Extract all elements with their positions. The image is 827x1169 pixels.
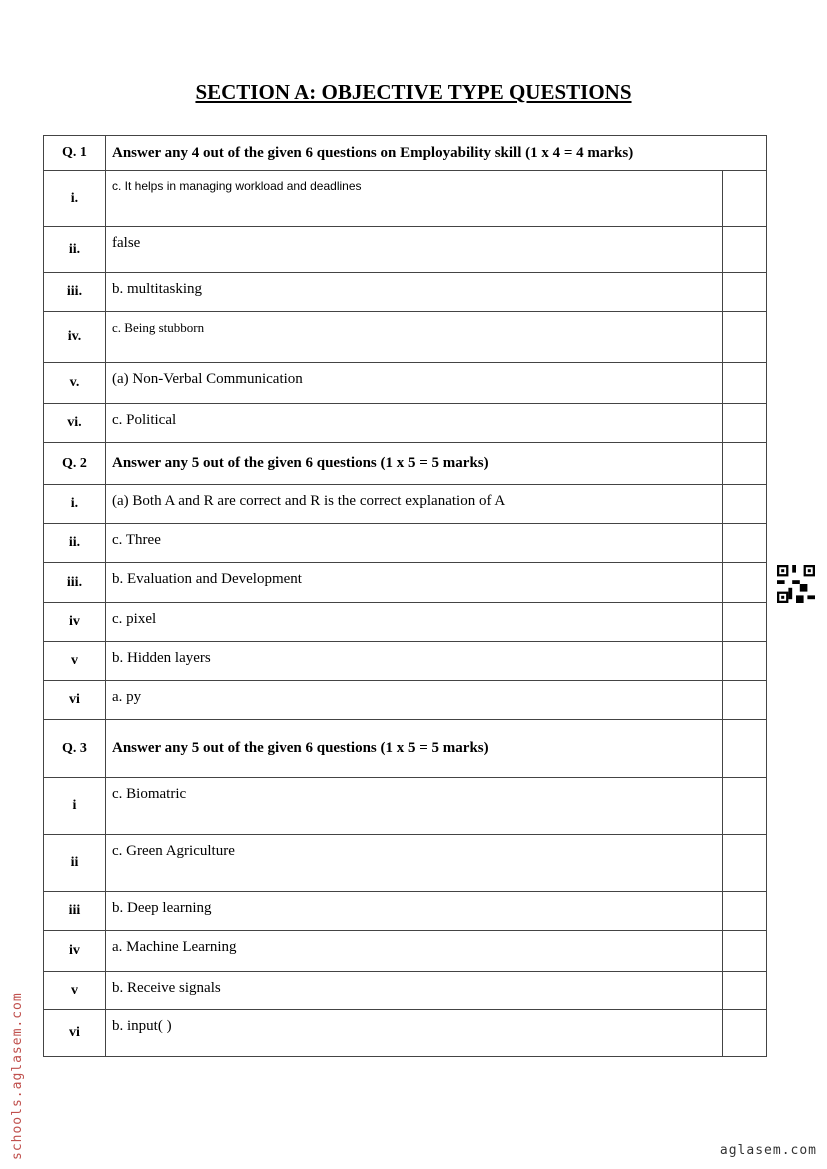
answer-row <box>44 312 767 363</box>
answer-text: c. pixel <box>106 603 723 642</box>
marks-cell <box>723 778 767 835</box>
answer-row <box>44 171 767 227</box>
answer-text: b. Deep learning <box>106 892 723 931</box>
marks-cell <box>723 524 767 563</box>
qr-code-icon <box>777 565 815 603</box>
answer-text: b. multitasking <box>106 273 723 312</box>
answer-row <box>44 972 767 1010</box>
answer-row <box>44 227 767 273</box>
marks-cell <box>723 363 767 404</box>
sub-question-number: v <box>44 642 106 681</box>
marks-cell <box>723 563 767 603</box>
answer-row <box>44 642 767 681</box>
marks-cell <box>723 312 767 363</box>
answer-text: a. Machine Learning <box>106 931 723 972</box>
answer-text: c. Green Agriculture <box>106 835 723 892</box>
marks-cell <box>723 485 767 524</box>
sub-question-number: ii. <box>44 227 106 273</box>
marks-cell <box>723 171 767 227</box>
question-label: Q. 3 <box>44 720 106 778</box>
marks-cell <box>723 227 767 273</box>
question-label: Q. 2 <box>44 443 106 485</box>
answer-row <box>44 524 767 563</box>
sub-question-number: iv <box>44 603 106 642</box>
answer-text: c. Three <box>106 524 723 563</box>
q2-header-row <box>44 443 767 485</box>
sub-question-number: vi <box>44 1010 106 1057</box>
watermark-left: schools.aglasem.com <box>10 992 25 1160</box>
marks-cell <box>723 642 767 681</box>
answer-text: b. Hidden layers <box>106 642 723 681</box>
answer-row <box>44 273 767 312</box>
marks-cell <box>723 273 767 312</box>
sub-question-number: iv. <box>44 312 106 363</box>
sub-question-number: i. <box>44 485 106 524</box>
answer-row <box>44 835 767 892</box>
answer-text: b. Evaluation and Development <box>106 563 723 603</box>
answer-text: b. Receive signals <box>106 972 723 1010</box>
marks-cell <box>723 1010 767 1057</box>
sub-question-number: ii. <box>44 524 106 563</box>
section-title: SECTION A: OBJECTIVE TYPE QUESTIONS <box>195 80 632 104</box>
answer-text: c. Biomatric <box>106 778 723 835</box>
answer-row <box>44 603 767 642</box>
marks-cell <box>723 603 767 642</box>
marks-cell <box>723 443 767 485</box>
answer-text: (a) Non-Verbal Communication <box>106 363 723 404</box>
sub-question-number: iv <box>44 931 106 972</box>
q1-header-row <box>44 136 767 171</box>
question-instruction: Answer any 5 out of the given 6 questions (1 x 5 = 5 marks) <box>106 720 723 778</box>
sub-question-number: v <box>44 972 106 1010</box>
answer-row <box>44 1010 767 1057</box>
sub-question-number: v. <box>44 363 106 404</box>
answer-text: a. py <box>106 681 723 720</box>
answer-text: c. It helps in managing workload and deadlines <box>106 171 723 227</box>
answer-row <box>44 931 767 972</box>
answer-text: false <box>106 227 723 273</box>
marks-cell <box>723 720 767 778</box>
question-label: Q. 1 <box>44 136 106 171</box>
answer-text: c. Political <box>106 404 723 443</box>
watermark-right: aglasem.com <box>719 1143 817 1158</box>
question-instruction: Answer any 5 out of the given 6 questions (1 x 5 = 5 marks) <box>106 443 723 485</box>
question-instruction: Answer any 4 out of the given 6 questions on Employability skill (1 x 4 = 4 marks) <box>106 136 767 171</box>
sub-question-number: iii <box>44 892 106 931</box>
answer-text: (a) Both A and R are correct and R is the correct explanation of A <box>106 485 723 524</box>
sub-question-number: ii <box>44 835 106 892</box>
answer-row <box>44 681 767 720</box>
marks-cell <box>723 972 767 1010</box>
sub-question-number: vi <box>44 681 106 720</box>
marks-cell <box>723 835 767 892</box>
marks-cell <box>723 404 767 443</box>
answer-row <box>44 892 767 931</box>
answer-text: b. input( ) <box>106 1010 723 1057</box>
sub-question-number: vi. <box>44 404 106 443</box>
sub-question-number: iii. <box>44 273 106 312</box>
sub-question-number: i. <box>44 171 106 227</box>
answer-table <box>43 135 767 1057</box>
answer-text: c. Being stubborn <box>106 312 723 363</box>
marks-cell <box>723 931 767 972</box>
marks-cell <box>723 681 767 720</box>
sub-question-number: iii. <box>44 563 106 603</box>
sub-question-number: i <box>44 778 106 835</box>
answer-row <box>44 778 767 835</box>
answer-row <box>44 485 767 524</box>
marks-cell <box>723 892 767 931</box>
q3-header-row <box>44 720 767 778</box>
answer-row <box>44 563 767 603</box>
answer-row <box>44 363 767 404</box>
answer-row <box>44 404 767 443</box>
